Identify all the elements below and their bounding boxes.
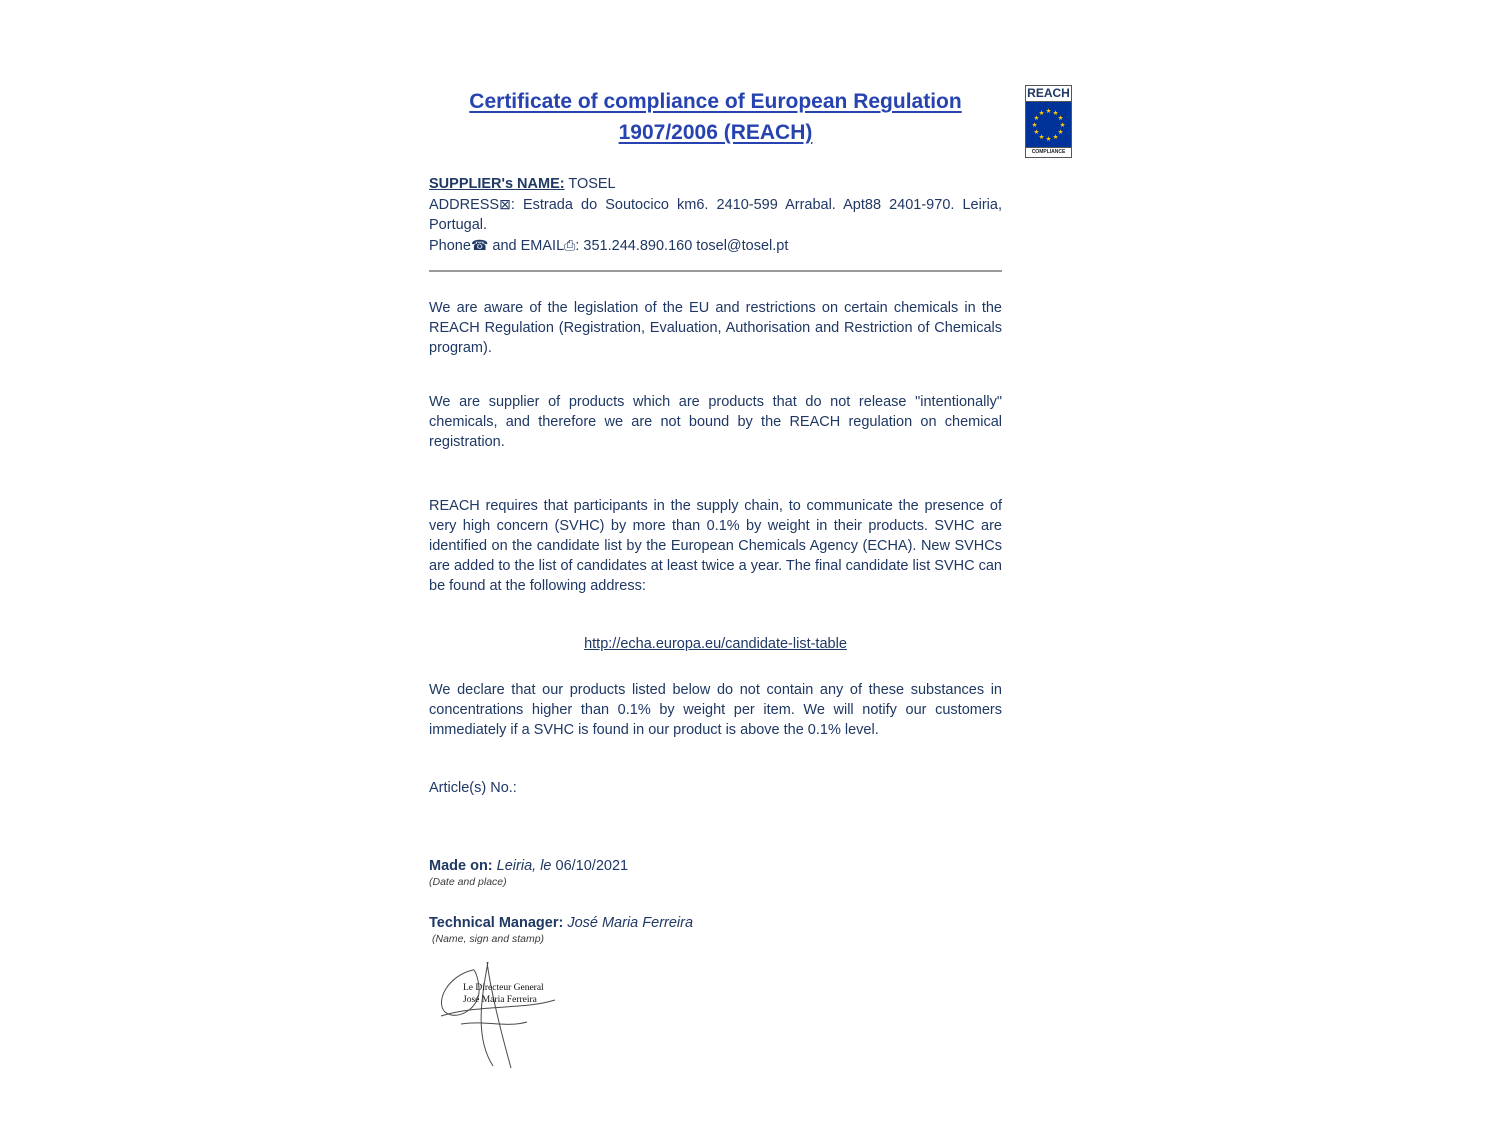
svg-text:★: ★ bbox=[1052, 108, 1059, 117]
divider bbox=[429, 270, 1002, 272]
svg-text:★: ★ bbox=[1052, 133, 1059, 142]
paragraph-eu-awareness: We are aware of the legislation of the EU and restrictions on certain chemicals in the REACH Regulation (Registration, Evaluation, Authorisation and Restriction of Chemicals program). bbox=[429, 300, 1002, 356]
svg-text:★: ★ bbox=[1031, 121, 1038, 129]
stamp-line-2: José Maria Ferreira bbox=[463, 995, 537, 1005]
signature-stamp bbox=[431, 962, 581, 1072]
svg-text:★: ★ bbox=[1059, 121, 1066, 129]
supplier-contact-line bbox=[429, 235, 1002, 256]
supplier-name-line bbox=[429, 174, 1002, 194]
technical-manager-line bbox=[429, 913, 1002, 933]
certificate-content bbox=[429, 86, 1002, 1072]
svg-text:★: ★ bbox=[1038, 108, 1045, 117]
stamp-line-1: Le Directeur General bbox=[463, 983, 544, 993]
svg-text:★: ★ bbox=[1033, 128, 1040, 136]
paragraph-reach-requirements: REACH requires that participants in the supply chain, to communicate the presence of very high concern (SVHC) by more than 0.1% by weight in their products. SVHC are identified on the candidate list by the European Chemicals Agency (ECHA). New SVHCs are added to the list of candidates at least twice a year. The final candidate list SVHC can be found at the following address: bbox=[429, 498, 1002, 594]
address-label: ADDRESS bbox=[429, 197, 500, 213]
candidate-list-link[interactable]: http://echa.europa.eu/candidate-list-table bbox=[584, 636, 847, 652]
svg-text:★: ★ bbox=[1038, 133, 1045, 142]
fax-icon: ⎙ bbox=[564, 237, 576, 253]
svg-text:★: ★ bbox=[1057, 128, 1064, 136]
supplier-name-label: SUPPLIER's NAME: bbox=[429, 176, 565, 192]
svg-text:★: ★ bbox=[1045, 135, 1052, 143]
title-line-1: Certificate of compliance of European Regulation bbox=[469, 90, 962, 113]
technical-manager-label: Technical Manager: bbox=[429, 915, 564, 931]
svg-text:★: ★ bbox=[1057, 114, 1064, 122]
articles-label: Article(s) No.: bbox=[429, 780, 517, 796]
contact-value: : 351.244.890.160 tosel@tosel.pt bbox=[575, 238, 789, 254]
reach-compliance-logo bbox=[1025, 85, 1072, 158]
made-on-place: Leiria, le bbox=[492, 858, 552, 874]
svg-text:★: ★ bbox=[1045, 107, 1052, 115]
technical-manager-name: José Maria Ferreira bbox=[563, 915, 694, 931]
date-place-note: (Date and place) bbox=[429, 876, 507, 888]
svg-text:★: ★ bbox=[1033, 114, 1040, 122]
email-label: and EMAIL bbox=[488, 238, 565, 254]
supplier-name-value: TOSEL bbox=[564, 176, 616, 192]
phone-label: Phone bbox=[429, 238, 471, 254]
candidate-list-link-line bbox=[429, 634, 1002, 654]
address-value: : Estrada do Soutocico km6. 2410-599 Arrabal. Apt88 2401-970. Leiria, Portugal. bbox=[429, 197, 1002, 233]
name-sign-note: (Name, sign and stamp) bbox=[432, 933, 545, 945]
made-on-date: 06/10/2021 bbox=[551, 858, 629, 874]
made-on-label: Made on: bbox=[429, 858, 493, 874]
stamp-text bbox=[463, 982, 544, 1006]
title-line-2: 1907/2006 (REACH) bbox=[618, 121, 813, 144]
certificate-title bbox=[429, 86, 1002, 148]
paragraph-declaration: We declare that our products listed below do not contain any of these substances in concentrations higher than 0.1% by weight per item. We will notify our customers immediately if a SVHC is found in our product is above the 0.1% level. bbox=[429, 682, 1002, 738]
phone-icon: ☎ bbox=[470, 237, 489, 253]
supplier-block bbox=[429, 174, 1002, 256]
made-on-line bbox=[429, 856, 1002, 876]
signature-scribble-icon bbox=[431, 962, 581, 1072]
envelope-icon: ⊠ bbox=[499, 196, 511, 212]
eu-flag-icon bbox=[1026, 102, 1071, 147]
reach-logo-title: REACH bbox=[1027, 86, 1070, 100]
reach-logo-compliance: COMPLIANCE bbox=[1026, 147, 1071, 157]
paragraph-supplier-statement: We are supplier of products which are products that do not release "intentionally" chemicals, and therefore we are not bound by the REACH regulation on chemical registration. bbox=[429, 394, 1002, 450]
supplier-address-line bbox=[429, 194, 1002, 235]
